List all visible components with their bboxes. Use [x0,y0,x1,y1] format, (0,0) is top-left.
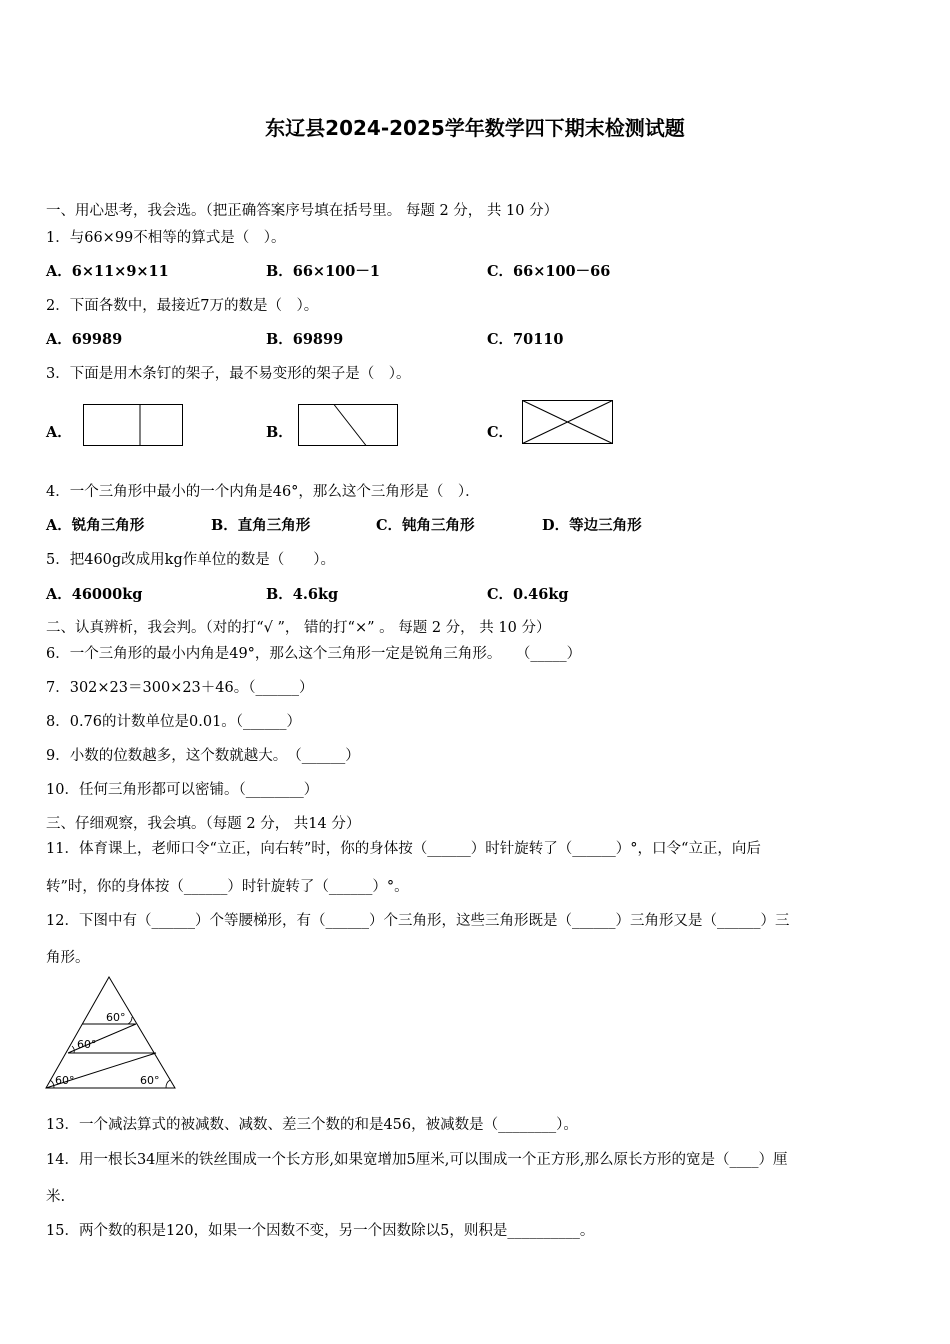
frame-c-figure [522,400,613,444]
q3-option-a: A． [46,424,72,441]
question-7: 7．302×23＝300×23＋46。（______） [46,680,314,696]
q5-option-b: B．4.6kg [266,586,339,603]
question-11-line-1: 11．体育课上，老师口令“立正，向右转”时，你的身体按（______）时针旋转了（______）°，口令“立正，向后 [46,841,761,857]
question-12-line-2: 角形。 [46,950,90,966]
q4-option-a: A．锐角三角形 [46,517,145,534]
angle-label-top: 60° [106,1011,126,1024]
question-13: 13．一个减法算式的被减数、减数、差三个数的和是456，被减数是（________）。 [46,1117,578,1133]
angle-label-bottom-right: 60° [140,1074,160,1087]
q2-option-b: B．69899 [266,331,344,348]
question-6: 6．一个三角形的最小内角是49°，那么这个三角形一定是锐角三角形。 （_____） [46,646,582,662]
question-15: 15．两个数的积是120，如果一个因数不变，另一个因数除以5，则积是__________。 [46,1223,595,1239]
question-2: 2．下面各数中，最接近7万的数是（ ）。 [46,298,319,314]
angle-label-middle: 60° [77,1038,97,1051]
section-1-heading: 一、用心思考，我会选。（把正确答案序号填在括号里。 每题 2 分， 共 10 分） [46,203,559,219]
question-14-line-2: 米. [46,1189,66,1205]
question-9: 9．小数的位数越多，这个数就越大。 （______） [46,748,360,764]
q3-option-b: B． [266,424,293,441]
question-4: 4．一个三角形中最小的一个内角是46°，那么这个三角形是（ ）． [46,484,480,500]
section-3-heading: 三、仔细观察，我会填。（每题 2 分， 共14 分） [46,816,361,832]
question-14-line-1: 14．用一根长34厘米的铁丝围成一个长方形,如果宽增加5厘米,可以围成一个正方形,那么原长方形的宽是（____）厘 [46,1152,788,1168]
question-3: 3．下面是用木条钉的架子，最不易变形的架子是（ ）。 [46,366,411,382]
q4-option-c: C．钝角三角形 [376,517,475,534]
q1-option-c: C．66×100－66 [487,263,611,280]
question-12-line-1: 12．下图中有（______）个等腰梯形，有（______）个三角形，这些三角形既是（______）三角形又是（______）三 [46,913,790,929]
q1-option-b: B．66×100－1 [266,263,380,280]
q4-option-b: B．直角三角形 [211,517,311,534]
question-5: 5．把460g改成用kg作单位的数是（ ）。 [46,552,336,568]
question-8: 8．0.76的计数单位是0.01。（______） [46,714,302,730]
q5-option-c: C．0.46kg [487,586,569,603]
page-title: 东辽县2024-2025学年数学四下期末检测试题 [265,116,685,140]
section-2-heading: 二、认真辨析，我会判。（对的打“√ ”， 错的打“×” 。 每题 2 分， 共 10 分） [46,620,551,636]
frame-a-figure [83,404,183,446]
q1-option-a: A．6×11×9×11 [46,263,169,280]
question-1: 1．与66×99不相等的算式是（ ）。 [46,230,286,246]
q2-option-a: A．69989 [46,331,123,348]
q2-option-c: C．70110 [487,331,564,348]
question-10: 10．任何三角形都可以密铺。（________） [46,782,319,798]
question-11-line-2: 转”时，你的身体按（______）时针旋转了（______）°。 [46,879,409,895]
angle-label-bottom-left: 60° [55,1074,75,1087]
q4-option-d: D．等边三角形 [542,517,642,534]
q3-option-c: C． [487,424,514,441]
triangle-figure [44,976,178,1090]
frame-b-figure [298,404,398,446]
q5-option-a: A．46000kg [46,586,143,603]
